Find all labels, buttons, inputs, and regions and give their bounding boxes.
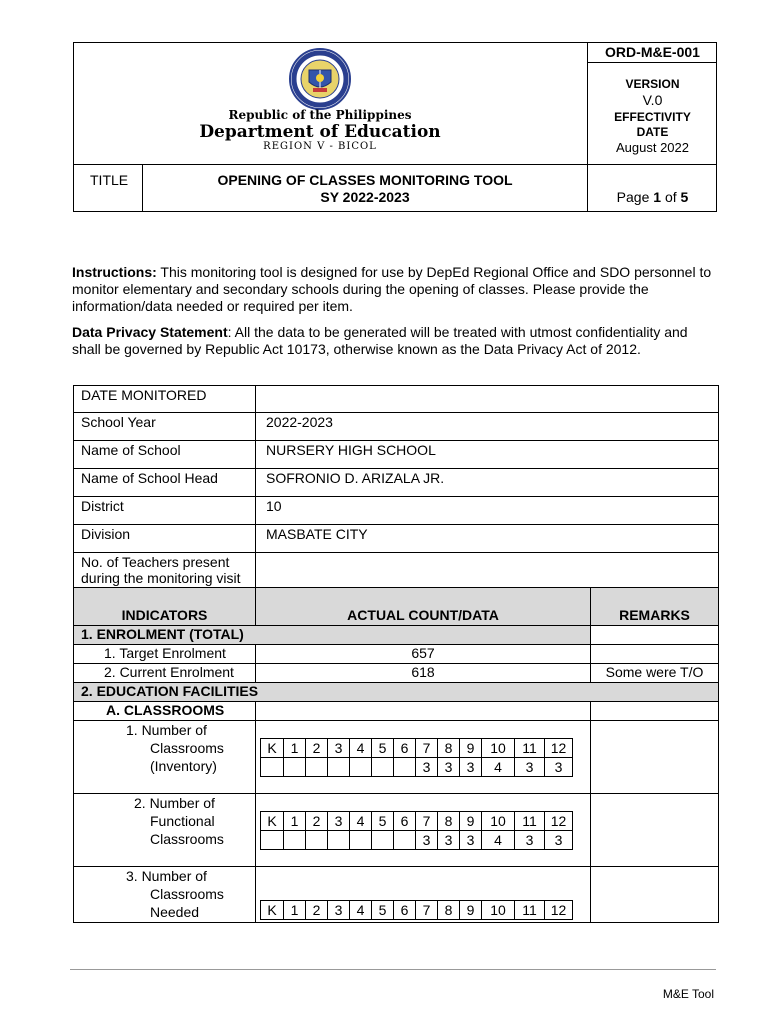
inventory-label-line: Classrooms [150, 740, 224, 756]
instructions-label: Instructions: [72, 264, 157, 280]
division-value: MASBATE CITY [256, 525, 719, 553]
classrooms-count [256, 702, 591, 721]
grade-label-cell: 5 [372, 901, 394, 920]
school-name-value: NURSERY HIGH SCHOOL [256, 441, 719, 469]
date-monitored-value [256, 386, 719, 413]
header-divider [587, 62, 717, 63]
grade-label-cell: 11 [515, 738, 545, 757]
effectivity-label: EFFECTIVITY [614, 110, 691, 124]
table-row [74, 794, 719, 867]
facilities-section-header: 2. EDUCATION FACILITIES [74, 683, 719, 702]
grade-count-cell [306, 757, 328, 776]
grade-count-cell [261, 757, 284, 776]
grade-count-cell: 4 [482, 830, 515, 849]
target-enrolment-remarks [591, 645, 719, 664]
grade-label-cell: 8 [438, 811, 460, 830]
grade-label-cell: 10 [482, 811, 515, 830]
grade-label-cell: 8 [438, 738, 460, 757]
grade-label-cell: 10 [482, 738, 515, 757]
grade-count-cell [328, 757, 350, 776]
district-label: District [74, 497, 256, 525]
privacy-paragraph [72, 324, 712, 358]
grade-header-row [261, 811, 573, 830]
table-row [74, 664, 719, 683]
enrolment-section-header: 1. ENROLMENT (TOTAL) [74, 626, 591, 645]
needed-label-line: 3. Number of [126, 868, 207, 884]
inventory-count-cell [256, 721, 591, 794]
department-name: Department of Education [199, 122, 441, 142]
grade-label-cell: 1 [284, 738, 306, 757]
effectivity-date: August 2022 [615, 140, 689, 155]
footer-divider [70, 969, 716, 970]
grade-count-cell: 3 [545, 757, 573, 776]
grade-label-cell: 5 [372, 811, 394, 830]
grade-count-cell [261, 830, 284, 849]
grade-label-cell: 11 [515, 811, 545, 830]
grade-label-cell: 4 [350, 811, 372, 830]
grade-label-cell: 1 [284, 811, 306, 830]
grade-count-cell: 3 [438, 757, 460, 776]
grade-count-cell: 3 [438, 830, 460, 849]
current-enrolment-label: 2. Current Enrolment [74, 664, 256, 683]
grade-label-cell: 2 [306, 901, 328, 920]
needed-label [74, 867, 256, 923]
school-name-label: Name of School [74, 441, 256, 469]
grade-label-cell: 10 [482, 901, 515, 920]
grade-label-cell: K [261, 738, 284, 757]
functional-label-line: Functional [150, 813, 215, 829]
document-code: ORD-M&E-001 [605, 44, 700, 60]
needed-label-line: Classrooms [150, 886, 224, 902]
target-enrolment-label: 1. Target Enrolment [74, 645, 256, 664]
grade-label-cell: 4 [350, 738, 372, 757]
grade-count-cell [328, 830, 350, 849]
title-label: TITLE [90, 172, 129, 188]
division-label: Division [74, 525, 256, 553]
needed-label-line: Needed [150, 904, 200, 920]
inventory-grade-table [260, 738, 573, 777]
table-row [74, 386, 719, 413]
grade-label-cell: 4 [350, 901, 372, 920]
needed-count-cell [256, 867, 591, 923]
grade-label-cell: 7 [416, 901, 438, 920]
grade-count-cell: 3 [416, 757, 438, 776]
grade-label-cell: 3 [328, 738, 350, 757]
needed-remarks [591, 867, 719, 923]
republic-text: Republic of the Philippines [228, 108, 412, 122]
page-of: of [664, 189, 677, 205]
version-label: VERSION [625, 77, 680, 91]
school-year-label: School Year [74, 413, 256, 441]
grade-count-cell: 4 [482, 757, 515, 776]
functional-count-row [261, 830, 573, 849]
indicators-column-header: INDICATORS [74, 588, 256, 626]
region-name: REGION V - BICOL [263, 141, 377, 152]
functional-count-cell [256, 794, 591, 867]
grade-count-cell [306, 830, 328, 849]
grade-count-cell: 3 [545, 830, 573, 849]
grade-label-cell: 1 [284, 901, 306, 920]
functional-remarks [591, 794, 719, 867]
page-total: 5 [680, 189, 689, 205]
grade-label-cell: K [261, 901, 284, 920]
table-row [74, 469, 719, 497]
monitoring-table [73, 385, 719, 923]
effectivity-label: DATE [636, 125, 669, 139]
footer-text: M&E Tool [662, 987, 714, 1001]
table-row [74, 626, 719, 645]
school-year-value: 2022-2023 [256, 413, 719, 441]
grade-count-cell [372, 757, 394, 776]
document-title [143, 172, 587, 206]
document-title-line: OPENING OF CLASSES MONITORING TOOL [217, 172, 513, 188]
grade-count-cell [372, 830, 394, 849]
grade-label-cell: 3 [328, 901, 350, 920]
document-title-line: SY 2022-2023 [320, 189, 410, 205]
grade-label-cell: 7 [416, 738, 438, 757]
district-value: 10 [256, 497, 719, 525]
grade-label-cell: 9 [460, 901, 482, 920]
grade-header-row [261, 738, 573, 757]
grade-label-cell: 12 [545, 738, 573, 757]
grade-count-cell [350, 830, 372, 849]
table-row [74, 702, 719, 721]
inventory-label [74, 721, 256, 794]
school-head-value: SOFRONIO D. ARIZALA JR. [256, 469, 719, 497]
inventory-remarks [591, 721, 719, 794]
header-divider [73, 158, 74, 164]
grade-label-cell: 2 [306, 738, 328, 757]
grade-count-cell [350, 757, 372, 776]
teachers-present-label: No. of Teachers present during the monitoring visit [74, 553, 256, 588]
table-row [74, 497, 719, 525]
current-enrolment-remarks: Some were T/O [591, 664, 719, 683]
remarks-column-header: REMARKS [591, 588, 719, 626]
inventory-count-row [261, 757, 573, 776]
grade-label-cell: 6 [394, 811, 416, 830]
school-head-label: Name of School Head [74, 469, 256, 497]
target-enrolment-value: 657 [256, 645, 591, 664]
functional-label-line: Classrooms [150, 831, 224, 847]
grade-count-cell: 3 [460, 757, 482, 776]
date-monitored-label: DATE MONITORED [74, 386, 256, 413]
grade-count-cell [394, 830, 416, 849]
current-enrolment-value: 618 [256, 664, 591, 683]
functional-grade-table [260, 811, 573, 850]
grade-label-cell: 5 [372, 738, 394, 757]
instructions-paragraph [72, 264, 712, 315]
privacy-text: : All the data to be generated will be treated with utmost confidentiality and shall be governed by Republic Act 10173, otherwise known as the Data Privacy Act of 2012. [72, 324, 688, 357]
grade-label-cell: 3 [328, 811, 350, 830]
classrooms-section-header: A. CLASSROOMS [74, 702, 256, 721]
indicators-header-row [74, 588, 719, 626]
table-row [74, 413, 719, 441]
functional-label [74, 794, 256, 867]
version-value: V.0 [642, 92, 663, 108]
grade-count-cell [284, 757, 306, 776]
grade-label-cell: 6 [394, 738, 416, 757]
grade-label-cell: 12 [545, 901, 573, 920]
grade-label-cell: 9 [460, 811, 482, 830]
table-row [74, 721, 719, 794]
header-divider [73, 164, 717, 165]
deped-seal-icon [282, 48, 358, 110]
grade-header-row [261, 901, 573, 920]
table-row [74, 645, 719, 664]
inventory-label-line: (Inventory) [150, 758, 217, 774]
grade-count-cell: 3 [416, 830, 438, 849]
grade-count-cell [284, 830, 306, 849]
grade-count-cell: 3 [460, 830, 482, 849]
grade-label-cell: K [261, 811, 284, 830]
grade-count-cell [394, 757, 416, 776]
instructions-text: This monitoring tool is designed for use by DepEd Regional Office and SDO personnel to monitor elementary and secondary schools during the opening of classes. Please provide the information/data needed or required per item. [72, 264, 712, 314]
grade-label-cell: 8 [438, 901, 460, 920]
grade-label-cell: 12 [545, 811, 573, 830]
needed-grade-table [260, 900, 573, 920]
table-row [74, 525, 719, 553]
teachers-present-value [256, 553, 719, 588]
classrooms-remarks [591, 702, 719, 721]
page-indicator [588, 189, 717, 205]
actual-count-column-header: ACTUAL COUNT/DATA [256, 588, 591, 626]
table-row [74, 867, 719, 923]
privacy-label: Data Privacy Statement [72, 324, 228, 340]
grade-label-cell: 11 [515, 901, 545, 920]
grade-count-cell: 3 [515, 757, 545, 776]
page-text: Page [616, 189, 650, 205]
functional-label-line: 2. Number of [134, 795, 215, 811]
table-row [74, 441, 719, 469]
table-row [74, 553, 719, 588]
enrolment-remarks [591, 626, 719, 645]
grade-count-cell: 3 [515, 830, 545, 849]
table-row [74, 683, 719, 702]
page-number: 1 [653, 189, 662, 205]
grade-label-cell: 2 [306, 811, 328, 830]
inventory-label-line: 1. Number of [126, 722, 207, 738]
grade-label-cell: 6 [394, 901, 416, 920]
grade-label-cell: 7 [416, 811, 438, 830]
grade-label-cell: 9 [460, 738, 482, 757]
